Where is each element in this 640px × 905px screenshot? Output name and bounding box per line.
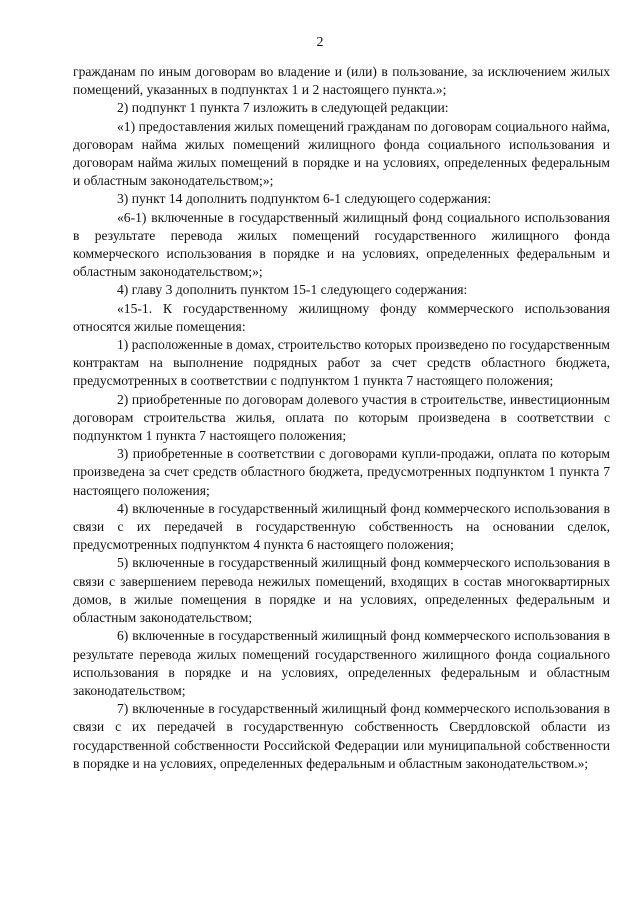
paragraph-item-3: 3) приобретенные в соответствии с договорами купли-продажи, оплата по которым произведена за счет средств областного бюджета, предусмотренных подпунктом 1 пункта 7 настоящего положения;: [73, 446, 610, 498]
page-number: 2: [316, 35, 324, 50]
paragraph-amendment-4: 4) главу 3 дополнить пунктом 15-1 следующего содержания:: [117, 282, 468, 298]
paragraph-item-2: 2) приобретенные по договорам долевого участия в строительстве, инвестиционным договорам строительства жилья, оплата по которым произведена в соответствии с подпунктом 1 пункта 7 настоящего положения;: [73, 391, 610, 444]
paragraph-item-6: 6) включенные в государственный жилищный фонд коммерческого использования в результате перевода жилых помещений государственного жилищного фонда социального использования в порядке и на условиях, определенных федеральным и областным законодательством;: [73, 628, 610, 698]
paragraph-subpoint-6-1-text: «6-1) включенные в государственный жилищный фонд социального использования в результате перевода жилых помещений государственного жилищного фонда коммерческого использования в порядке и на условиях, определенных федеральным и областным законодательством;»;: [73, 209, 610, 280]
paragraph-subpoint-1-text: «1) предоставления жилых помещений гражданам по договорам социального найма, договорам найма жилых помещений жилищного фонда социального использования и договорам найма жилых помещений в порядке и на условиях, определенных федеральным и областным законодательством;»;: [73, 118, 610, 189]
paragraph-point-15-1: «15-1. К государственному жилищному фонду коммерческого использования относятся жилые помещения:: [73, 300, 610, 334]
paragraph-continuation: гражданам по иным договорам во владение и (или) в пользование, за исключением жилых помещений, указанных в подпунктах 1 и 2 настоящего пункта.»;: [73, 64, 610, 98]
paragraph-item-7: 7) включенные в государственный жилищный фонд коммерческого использования в связи с их передачей в государственную собственность Свердловской области из государственной собственности Российской Федерации или муниципальной собственности в порядке и на условиях, определенных федеральным и областным законодательством.»;: [73, 701, 610, 771]
document-body: [73, 63, 610, 773]
paragraph-amendment-2: 2) подпункт 1 пункта 7 изложить в следующей редакции:: [117, 100, 449, 116]
paragraph-amendment-3: 3) пункт 14 дополнить подпунктом 6-1 следующего содержания:: [117, 191, 492, 207]
paragraph-item-1: 1) расположенные в домах, строительство которых произведено по государственным контрактам на выполнение подрядных работ за счет средств областного бюджета, предусмотренных в соответствии с подпунктом 1 пункта 7 настоящего положения;: [73, 337, 610, 389]
paragraph-item-5: 5) включенные в государственный жилищный фонд коммерческого использования в связи с завершением перевода нежилых помещений, входящих в состав многоквартирных домов, в жилые помещения в порядке и на условиях, определенных федеральным и областным законодательством;: [73, 555, 610, 626]
paragraph-item-4: 4) включенные в государственный жилищный фонд коммерческого использования в связи с их передачей в государственную собственность на основании сделок, предусмотренных подпунктом 4 пункта 6 настоящего положения;: [73, 500, 610, 553]
